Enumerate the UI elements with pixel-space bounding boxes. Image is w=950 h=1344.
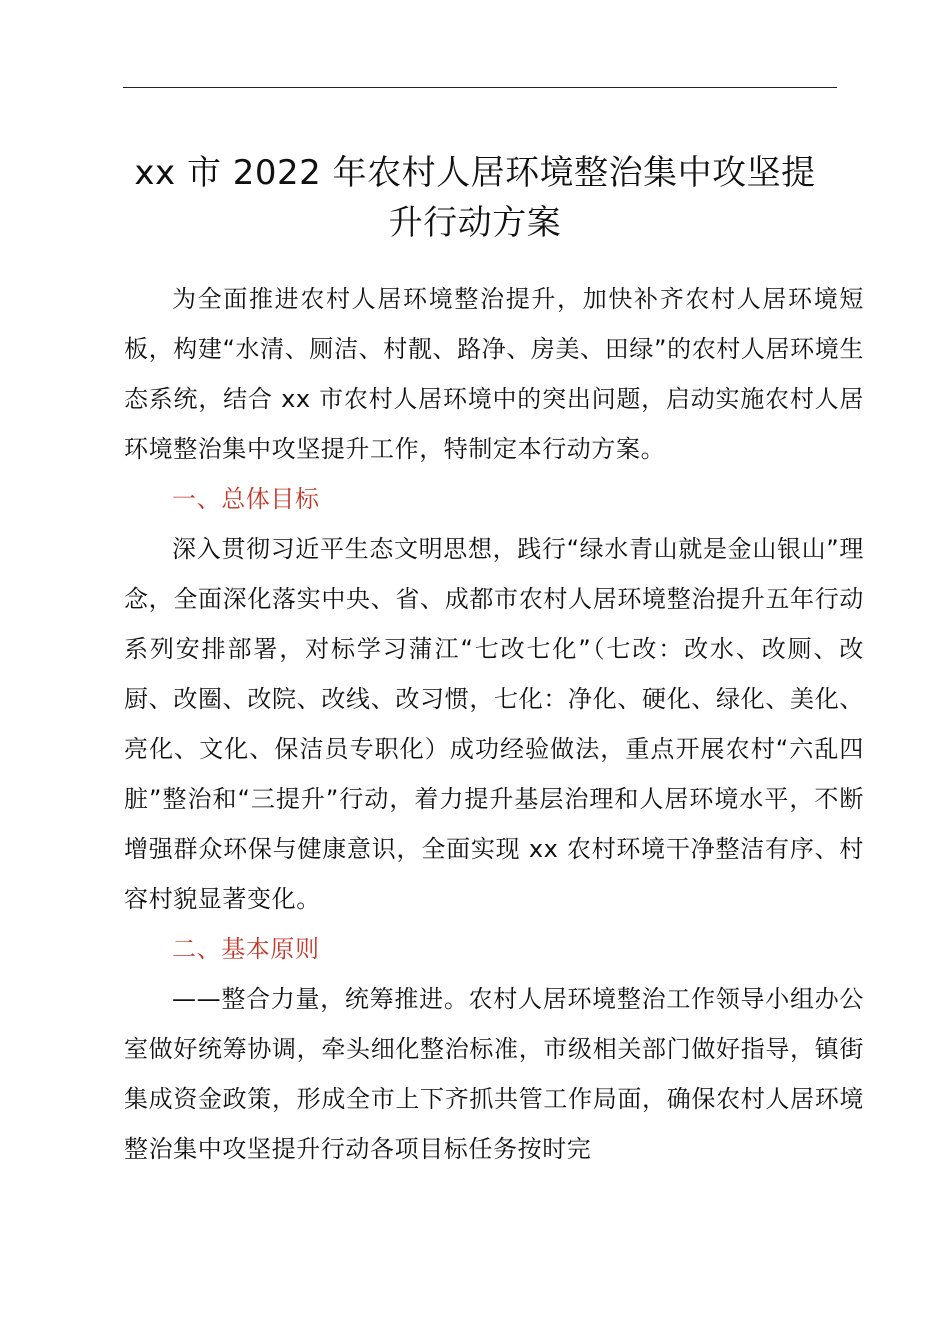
basic-principles-paragraph: ——整合力量，统筹推进。农村人居环境整治工作领导小组办公室做好统筹协调，牵头细化整治标准，市级相关部门做好指导，镇街集成资金政策，形成全市上下齐抓共管工作局面，确保农村人居环境整治集中攻坚提升行动各项目标任务按时完 bbox=[124, 985, 864, 1163]
section-heading-overall-goal: 一、总体目标 bbox=[172, 485, 320, 513]
title-line-1: xx 市 2022 年农村人居环境整治集中攻坚提 bbox=[134, 153, 816, 193]
document-body bbox=[124, 274, 864, 1174]
section-heading-basic-principles: 二、基本原则 bbox=[172, 935, 320, 963]
overall-goal-paragraph: 深入贯彻习近平生态文明思想，践行“绿水青山就是金山银山”理念，全面深化落实中央、省、成都市农村人居环境整治提升五年行动系列安排部署，对标学习蒲江“七改七化”（七改：改水、改厕、改厨、改圈、改院、改线、改习惯，七化：净化、硬化、绿化、美化、亮化、文化、保洁员专职化）成功经验做法，重点开展农村“六乱四脏”整治和“三提升”行动，着力提升基层治理和人居环境水平，不断增强群众环保与健康意识，全面实现 xx 农村环境干净整洁有序、村容村貌显著变化。 bbox=[124, 535, 864, 913]
document-title bbox=[60, 148, 890, 248]
title-line-2: 升行动方案 bbox=[388, 203, 562, 243]
header-rule bbox=[123, 87, 837, 88]
intro-paragraph: 为全面推进农村人居环境整治提升，加快补齐农村人居环境短板，构建“水清、厕洁、村靓、路净、房美、田绿”的农村人居环境生态系统，结合 xx 市农村人居环境中的突出问题，启动实施农村人居环境整治集中攻坚提升工作，特制定本行动方案。 bbox=[124, 285, 864, 463]
